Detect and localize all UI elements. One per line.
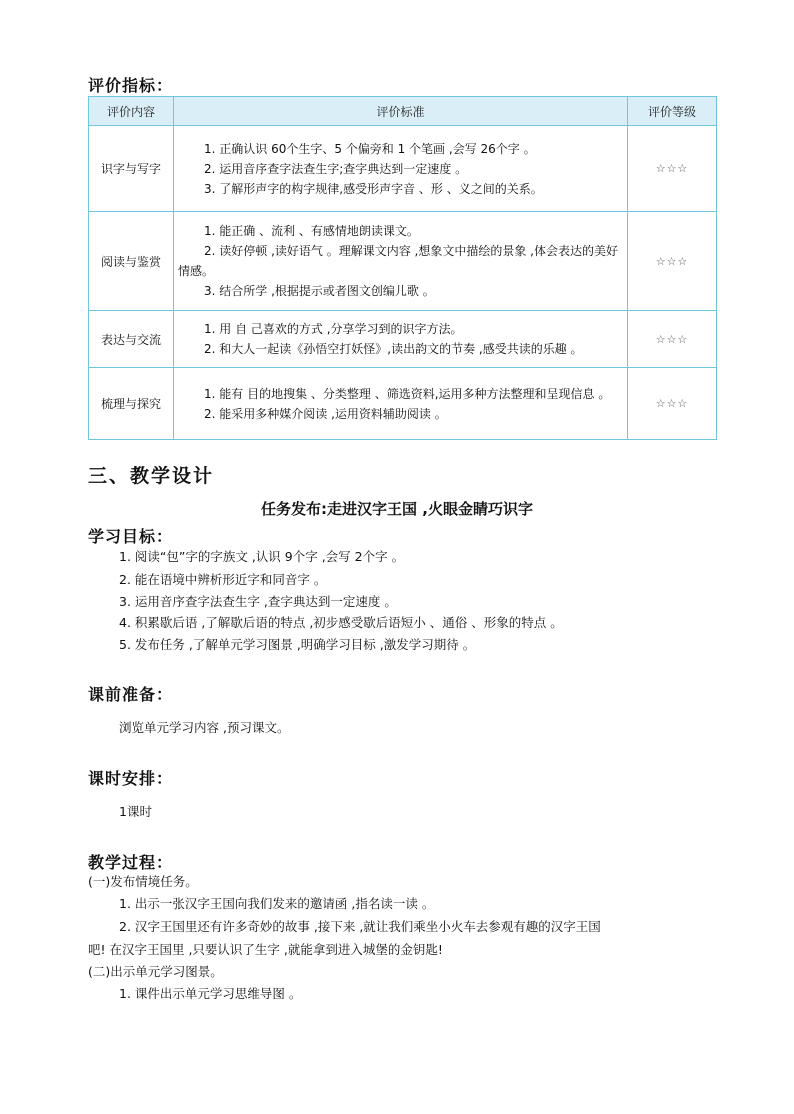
task-title: 任务发布:走进汉字王国 ,火眼金睛巧识字 xyxy=(261,500,533,518)
column-header: 评价内容 xyxy=(89,97,174,126)
criteria-item: 3. 了解形声字的构字规律,感受形声字音 、形 、义之间的关系。 xyxy=(204,181,543,196)
table-header-row xyxy=(89,97,717,126)
objective-item: 4. 积累歇后语 ,了解歇后语的特点 ,初步感受歇后语短小 、通俗 、形象的特点 。 xyxy=(119,615,563,630)
rating-cell: ☆☆☆ xyxy=(628,212,717,311)
prep-text: 浏览单元学习内容 ,预习课文。 xyxy=(119,720,290,735)
objective-item: 2. 能在语境中辨析形近字和同音字 。 xyxy=(119,572,327,587)
rating-cell: ☆☆☆ xyxy=(628,368,717,440)
objective-item: 1. 阅读“包”字的字族文 ,认识 9个字 ,会写 2个字 。 xyxy=(119,549,405,564)
process-item: 1. 课件出示单元学习思维导图 。 xyxy=(119,986,302,1001)
process-item: 2. 汉字王国里还有许多奇妙的故事 ,接下来 ,就让我们乘坐小火车去参观有趣的汉字王国 xyxy=(119,919,601,934)
schedule-text: 1课时 xyxy=(119,804,152,819)
criteria-item: 2. 读好停顿 ,读好语气 。理解课文内容 ,想象文中描绘的景象 ,体会表达的美好情感。 xyxy=(178,244,618,278)
objectives-heading: 学习目标： xyxy=(88,527,174,546)
prep-heading: 课前准备： xyxy=(88,685,174,704)
criteria-item: 1. 正确认识 60个生字、5 个偏旁和 1 个笔画 ,会写 26个字 。 xyxy=(204,141,536,156)
criteria-item: 1. 能有 目的地搜集 、分类整理 、筛选资料,运用多种方法整理和呈现信息 。 xyxy=(204,386,611,401)
category-cell: 阅读与鉴赏 xyxy=(89,212,174,311)
table-row xyxy=(89,212,717,311)
evaluation-heading: 评价指标： xyxy=(88,76,174,95)
process-step: (一)发布情境任务。 xyxy=(88,874,198,889)
criteria-item: 2. 和大人一起读《孙悟空打妖怪》,读出韵文的节奏 ,感受共读的乐趣 。 xyxy=(204,342,583,356)
criteria-item: 2. 运用音序查字法查生字;查字典达到一定速度 。 xyxy=(204,161,468,176)
criteria-cell xyxy=(174,126,628,212)
section-heading: 三、教学设计 xyxy=(88,465,215,487)
rating-cell: ☆☆☆ xyxy=(628,126,717,212)
process-step: (二)出示单元学习图景。 xyxy=(88,964,223,979)
table-row xyxy=(89,368,717,440)
process-item-continued: 吧! 在汉字王国里 ,只要认识了生字 ,就能拿到进入城堡的金钥匙! xyxy=(88,942,443,957)
category-cell: 表达与交流 xyxy=(89,311,174,368)
criteria-cell xyxy=(174,368,628,440)
criteria-item: 1. 能正确 、流利 、有感情地朗读课文。 xyxy=(204,224,419,238)
criteria-item: 2. 能采用多种媒介阅读 ,运用资料辅助阅读 。 xyxy=(204,406,447,421)
criteria-cell xyxy=(174,212,628,311)
column-header: 评价等级 xyxy=(628,97,717,126)
table-row xyxy=(89,311,717,368)
process-item: 1. 出示一张汉字王国向我们发来的邀请函 ,指名读一读 。 xyxy=(119,896,435,911)
schedule-heading: 课时安排： xyxy=(88,769,174,788)
column-header: 评价标准 xyxy=(174,97,628,126)
rating-cell: ☆☆☆ xyxy=(628,311,717,368)
criteria-item: 3. 结合所学 ,根据提示或者图文创编儿歌 。 xyxy=(204,284,435,298)
objective-item: 3. 运用音序查字法查生字 ,查字典达到一定速度 。 xyxy=(119,594,397,609)
category-cell: 梳理与探究 xyxy=(89,368,174,440)
table-row xyxy=(89,126,717,212)
process-heading: 教学过程： xyxy=(88,853,174,872)
category-cell: 识字与写字 xyxy=(89,126,174,212)
evaluation-table xyxy=(88,96,717,440)
criteria-cell xyxy=(174,311,628,368)
objective-item: 5. 发布任务 ,了解单元学习图景 ,明确学习目标 ,激发学习期待 。 xyxy=(119,637,476,652)
criteria-item: 1. 用 自 己喜欢的方式 ,分享学习到的识字方法。 xyxy=(204,322,463,336)
